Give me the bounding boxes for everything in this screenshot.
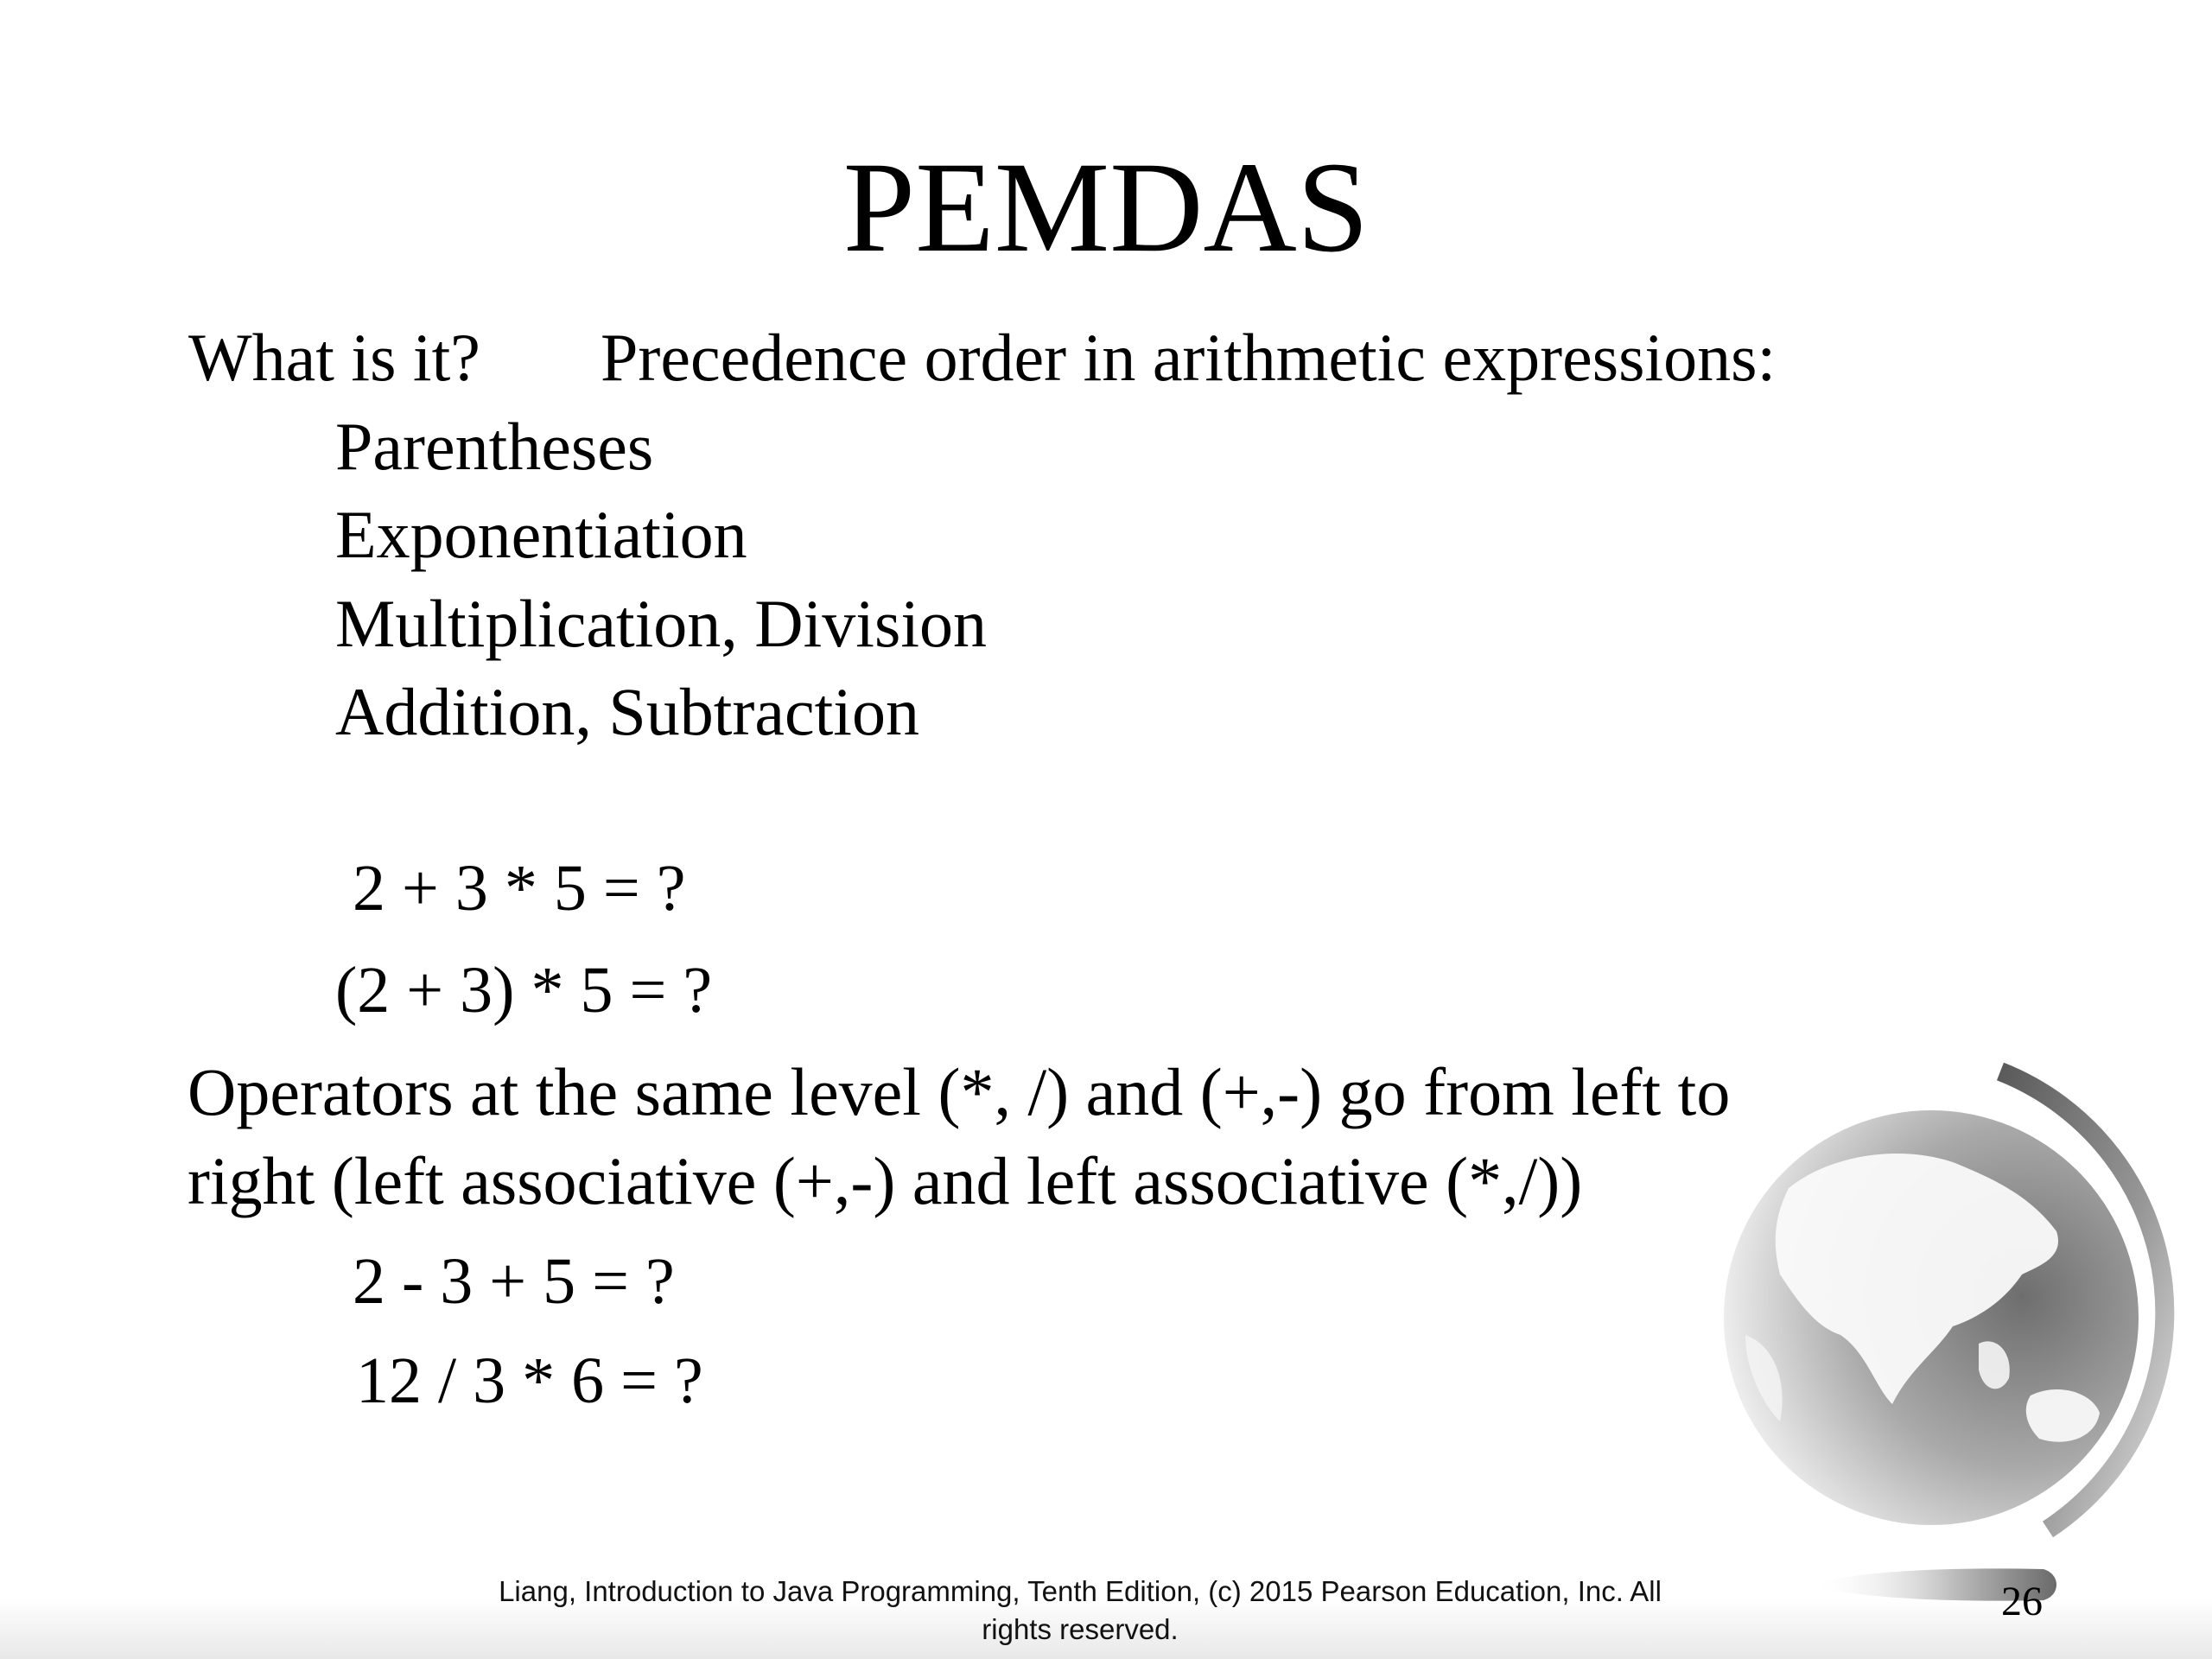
example-expression: 2 - 3 + 5 = ?: [353, 1245, 675, 1318]
footer-credit-line: rights reserved.: [982, 1613, 1179, 1645]
slide-title: PEMDAS: [842, 136, 1370, 279]
precedence-item: Addition, Subtraction: [335, 674, 919, 749]
example-expression: (2 + 3) * 5 = ?: [335, 954, 713, 1027]
intro-question: What is it?: [188, 320, 480, 395]
associativity-text: Operators at the same level (*, /) and (+,-) go from left to: [188, 1054, 1731, 1129]
page-number: 26: [2001, 1579, 2043, 1624]
example-expression: 2 + 3 * 5 = ?: [353, 852, 686, 925]
globe-logo-icon: [1694, 1058, 2177, 1542]
precedence-item: Multiplication, Division: [335, 586, 987, 661]
footer-credit: [423, 1573, 1737, 1649]
example-expression: 12 / 3 * 6 = ?: [356, 1344, 703, 1417]
footer-credit-line: Liang, Introduction to Java Programming, Tenth Edition, (c) 2015 Pearson Education, Inc. All: [499, 1575, 1662, 1607]
precedence-item: Parentheses: [335, 409, 654, 484]
associativity-text: right (left associative (+,-) and left associative (*,/)): [188, 1143, 1583, 1218]
intro-answer: Precedence order in arithmetic expressions:: [601, 320, 1777, 395]
precedence-item: Exponentiation: [335, 497, 747, 572]
